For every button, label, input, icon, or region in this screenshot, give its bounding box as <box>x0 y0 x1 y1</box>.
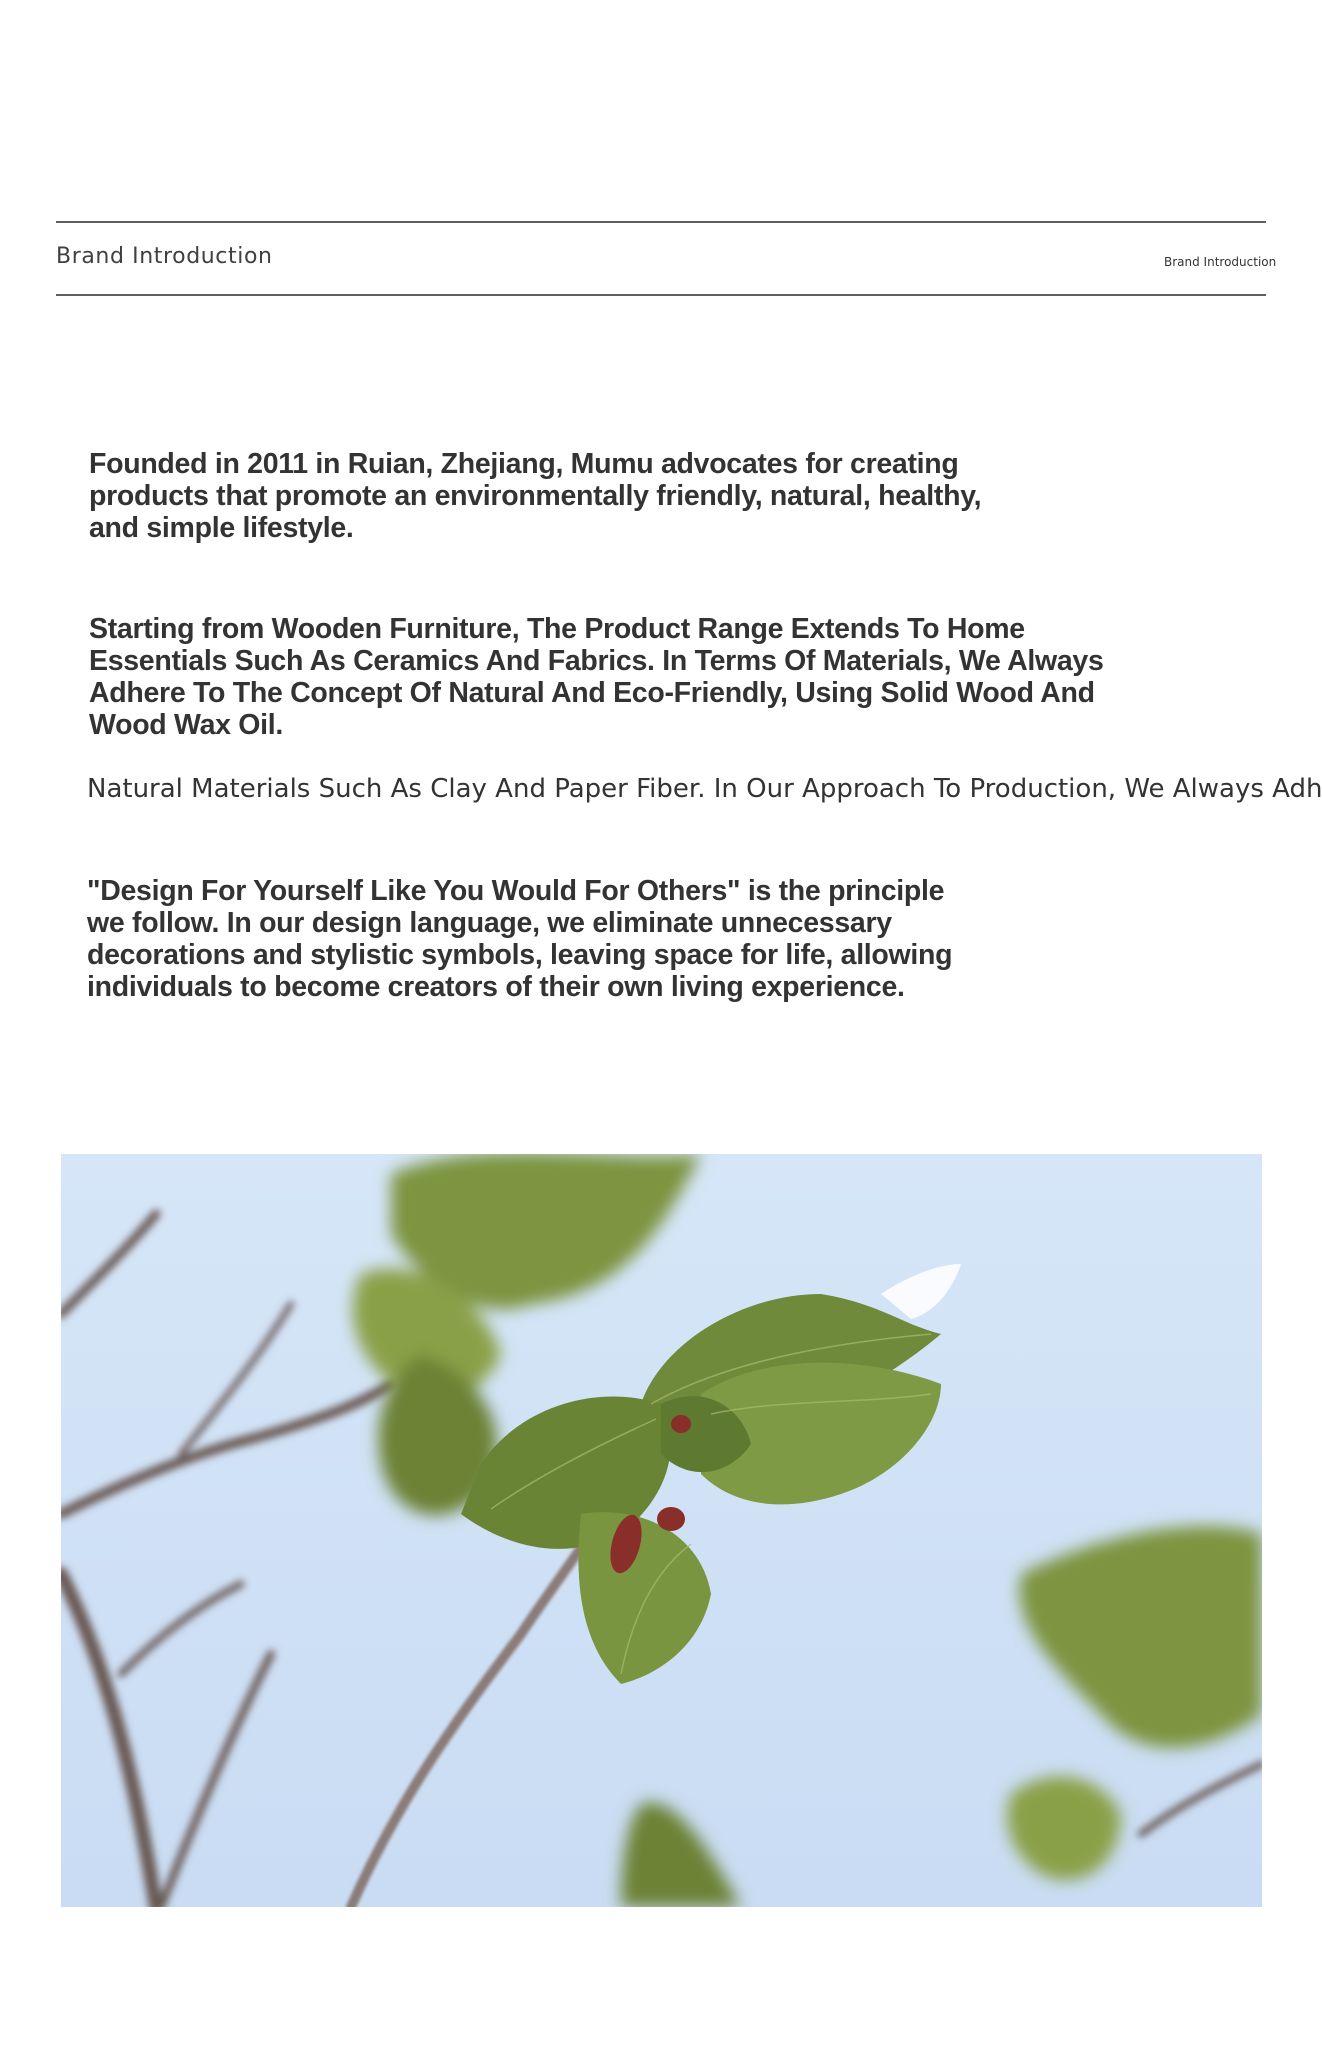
header-top-divider <box>56 221 1266 223</box>
intro-paragraph-founding: Founded in 2011 in Ruian, Zhejiang, Mumu advocates for creating products that promote an environmentally friendly, natural, healthy, and simple lifestyle. <box>89 448 982 544</box>
page-title: Brand Introduction <box>56 244 273 269</box>
header-bottom-divider <box>56 294 1266 296</box>
leaf-branch-photo-icon <box>61 1154 1262 1907</box>
intro-paragraph-materials: Natural Materials Such As Clay And Paper Fiber. In Our Approach To Production, We Always Adh <box>87 774 1322 804</box>
mulberry-leaf-photo <box>61 1154 1262 1907</box>
intro-paragraph-products: Starting from Wooden Furniture, The Product Range Extends To Home Essentials Such As Ceramics And Fabrics. In Terms Of Materials, We Always Adhere To The Concept Of Natural And Eco-Friendly, Using Solid Wood And Wood Wax Oil. <box>89 613 1104 741</box>
intro-paragraph-design-principle: "Design For Yourself Like You Would For Others" is the principle we follow. In our design language, we eliminate unnecessary decorations and stylistic symbols, leaving space for life, allowing individuals to become creators of their own living experience. <box>87 875 953 1003</box>
breadcrumb[interactable]: Brand Introduction <box>1164 255 1277 269</box>
